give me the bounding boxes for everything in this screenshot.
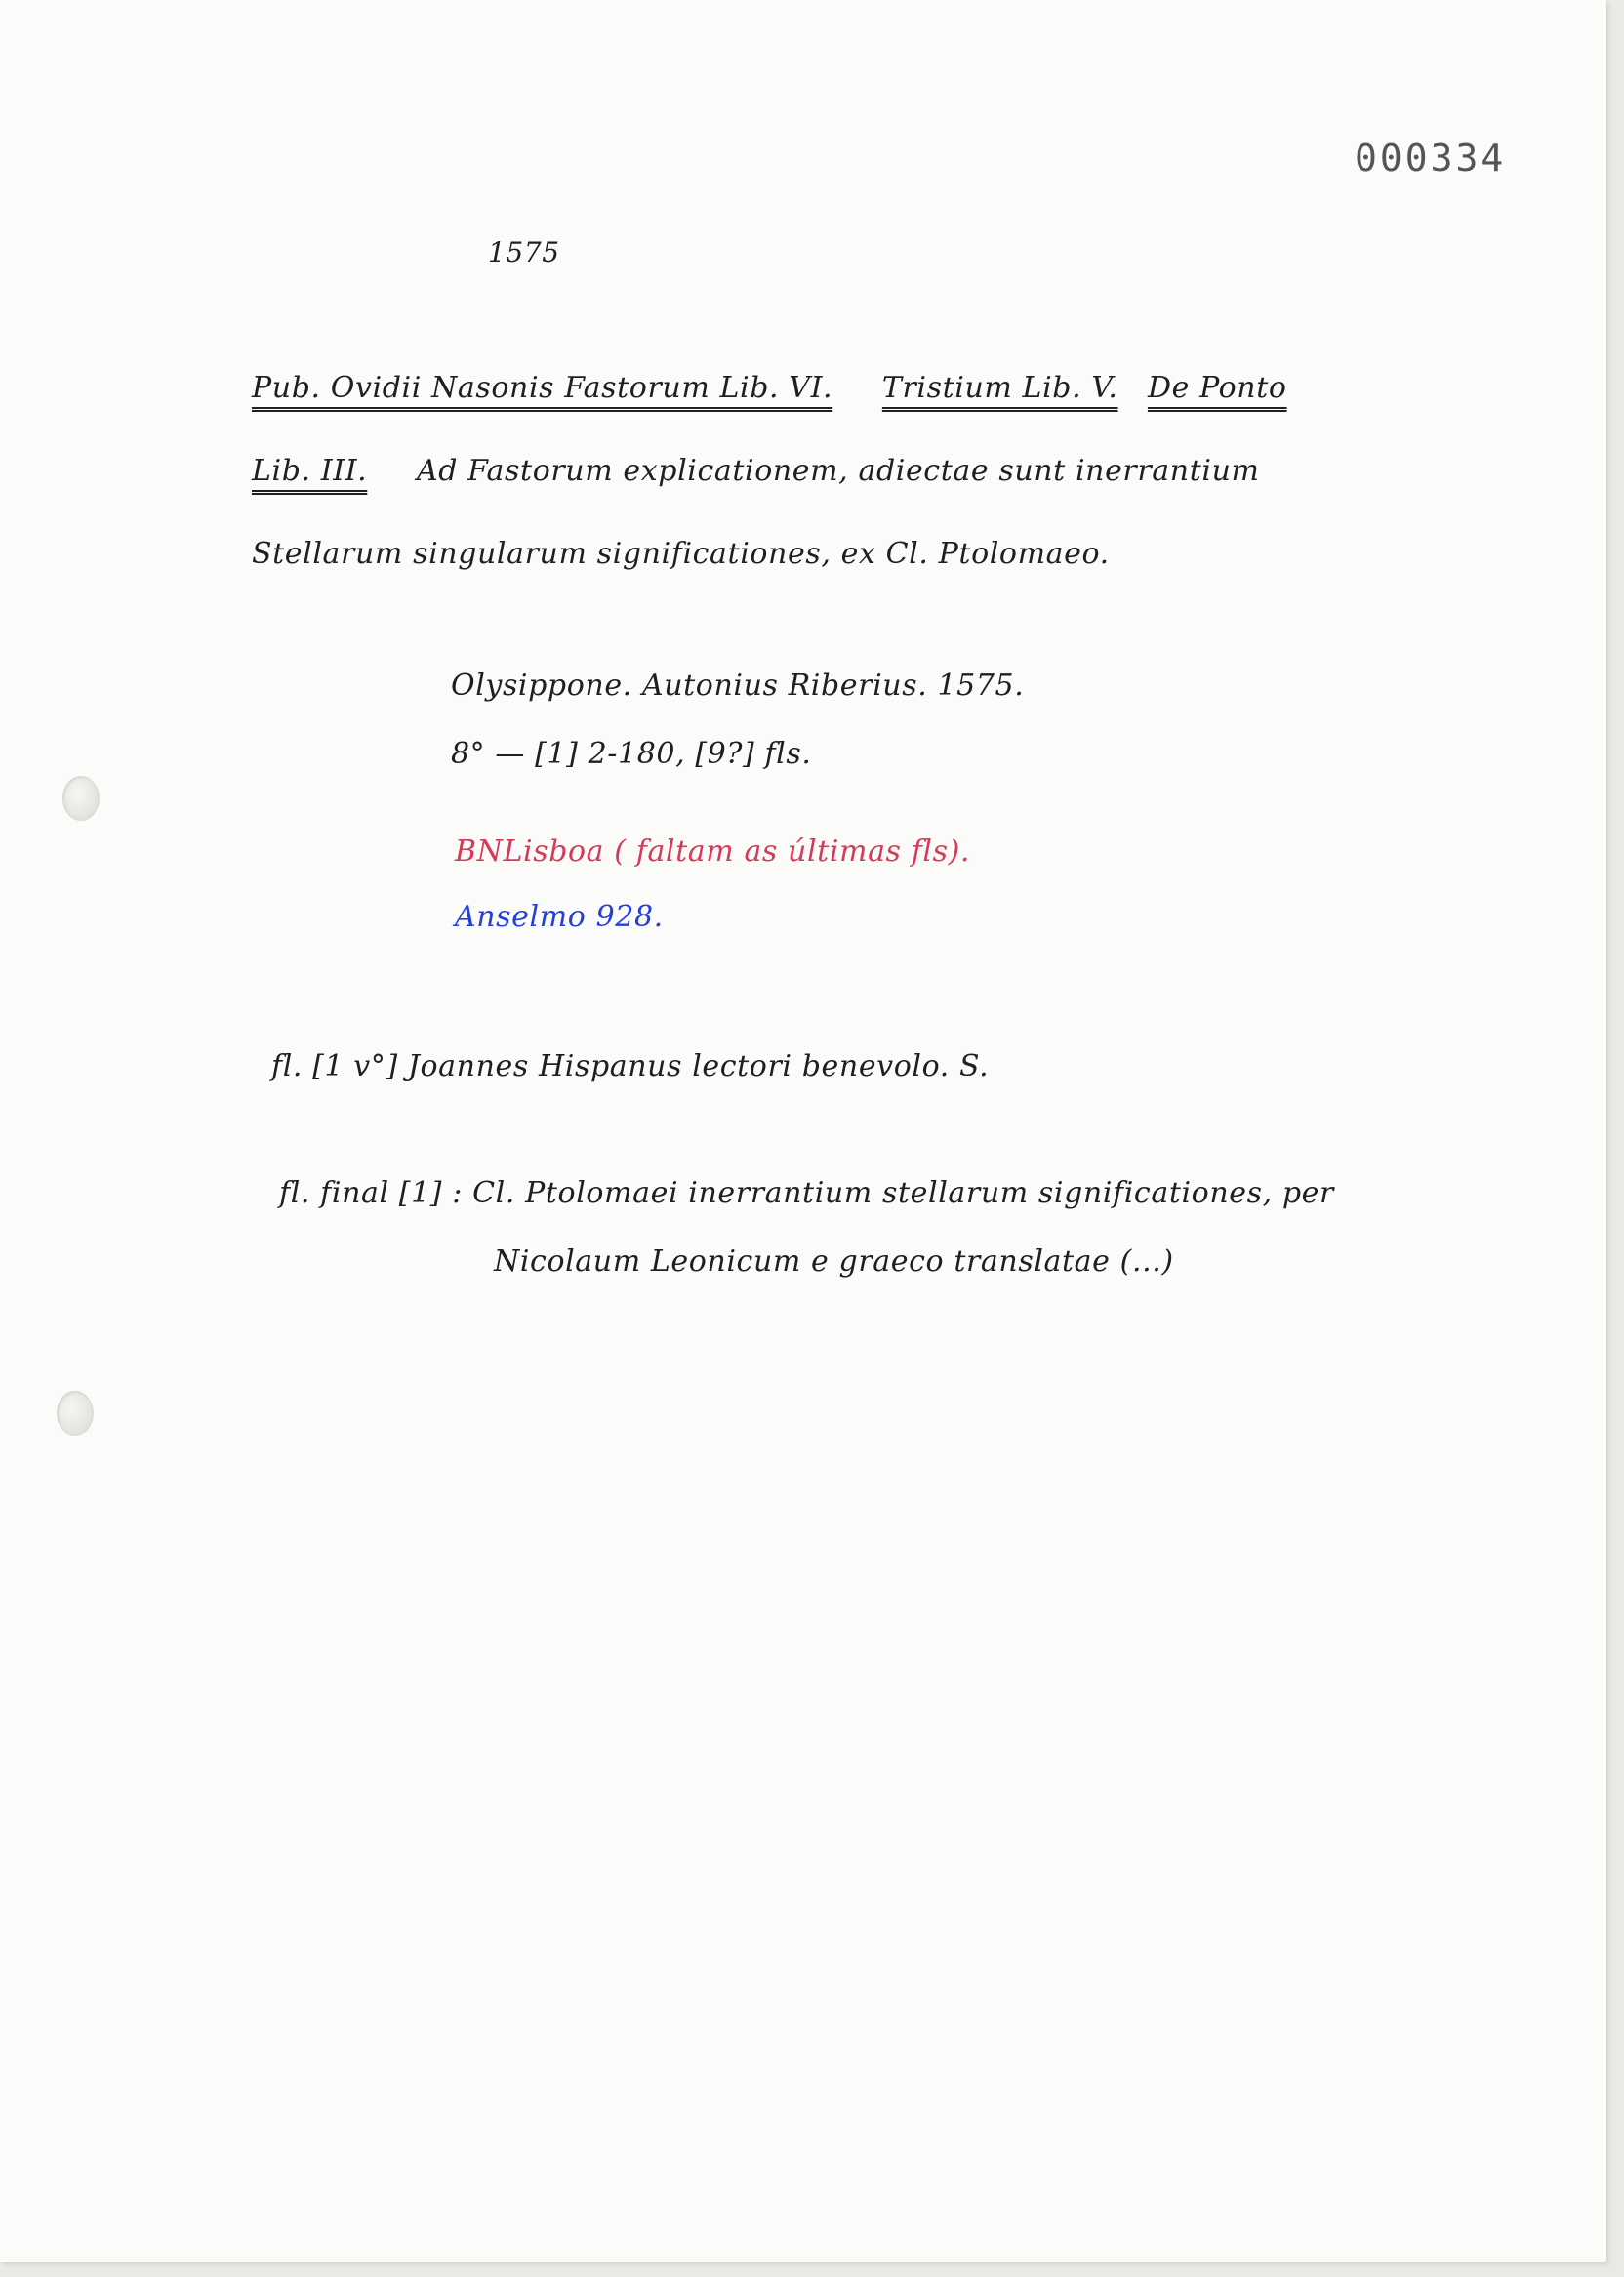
- title-part-3: De Ponto: [1147, 371, 1287, 405]
- note-line: fl. final [1] : Cl. Ptolomaei inerrantium stellarum significationes, per: [279, 1176, 1334, 1210]
- title-line-3: Stellarum singularum significationes, ex Cl. Ptolomaeo.: [252, 537, 1110, 571]
- title-rest: Ad Fastorum explicationem, adiectae sunt inerrantium: [416, 454, 1260, 488]
- year-heading: 1575: [488, 236, 560, 268]
- title-part-4: Lib. III.: [252, 454, 368, 488]
- imprint-collation: 8° — [1] 2-180, [9?] fls.: [451, 737, 812, 771]
- punch-hole: [57, 1391, 94, 1436]
- holding-library-note: BNLisboa ( faltam as últimas fls).: [455, 834, 971, 869]
- punch-hole: [62, 776, 100, 821]
- title-line-1: [252, 371, 1287, 405]
- imprint-place: Olysippone. Autonius Riberius. 1575.: [451, 669, 1025, 703]
- bibliographic-reference: Anselmo 928.: [455, 900, 664, 934]
- note-line: Nicolaum Leonicum e graeco translatae (...): [494, 1244, 1174, 1279]
- title-line-2: [252, 454, 1260, 488]
- title-part-2: Tristium Lib. V.: [881, 371, 1118, 405]
- note-line: fl. [1 v°] Joannes Hispanus lectori benevolo. S.: [271, 1049, 990, 1083]
- record-number-stamp: 000334: [1355, 137, 1507, 180]
- title-part-1: Pub. Ovidii Nasonis Fastorum Lib. VI.: [252, 371, 833, 405]
